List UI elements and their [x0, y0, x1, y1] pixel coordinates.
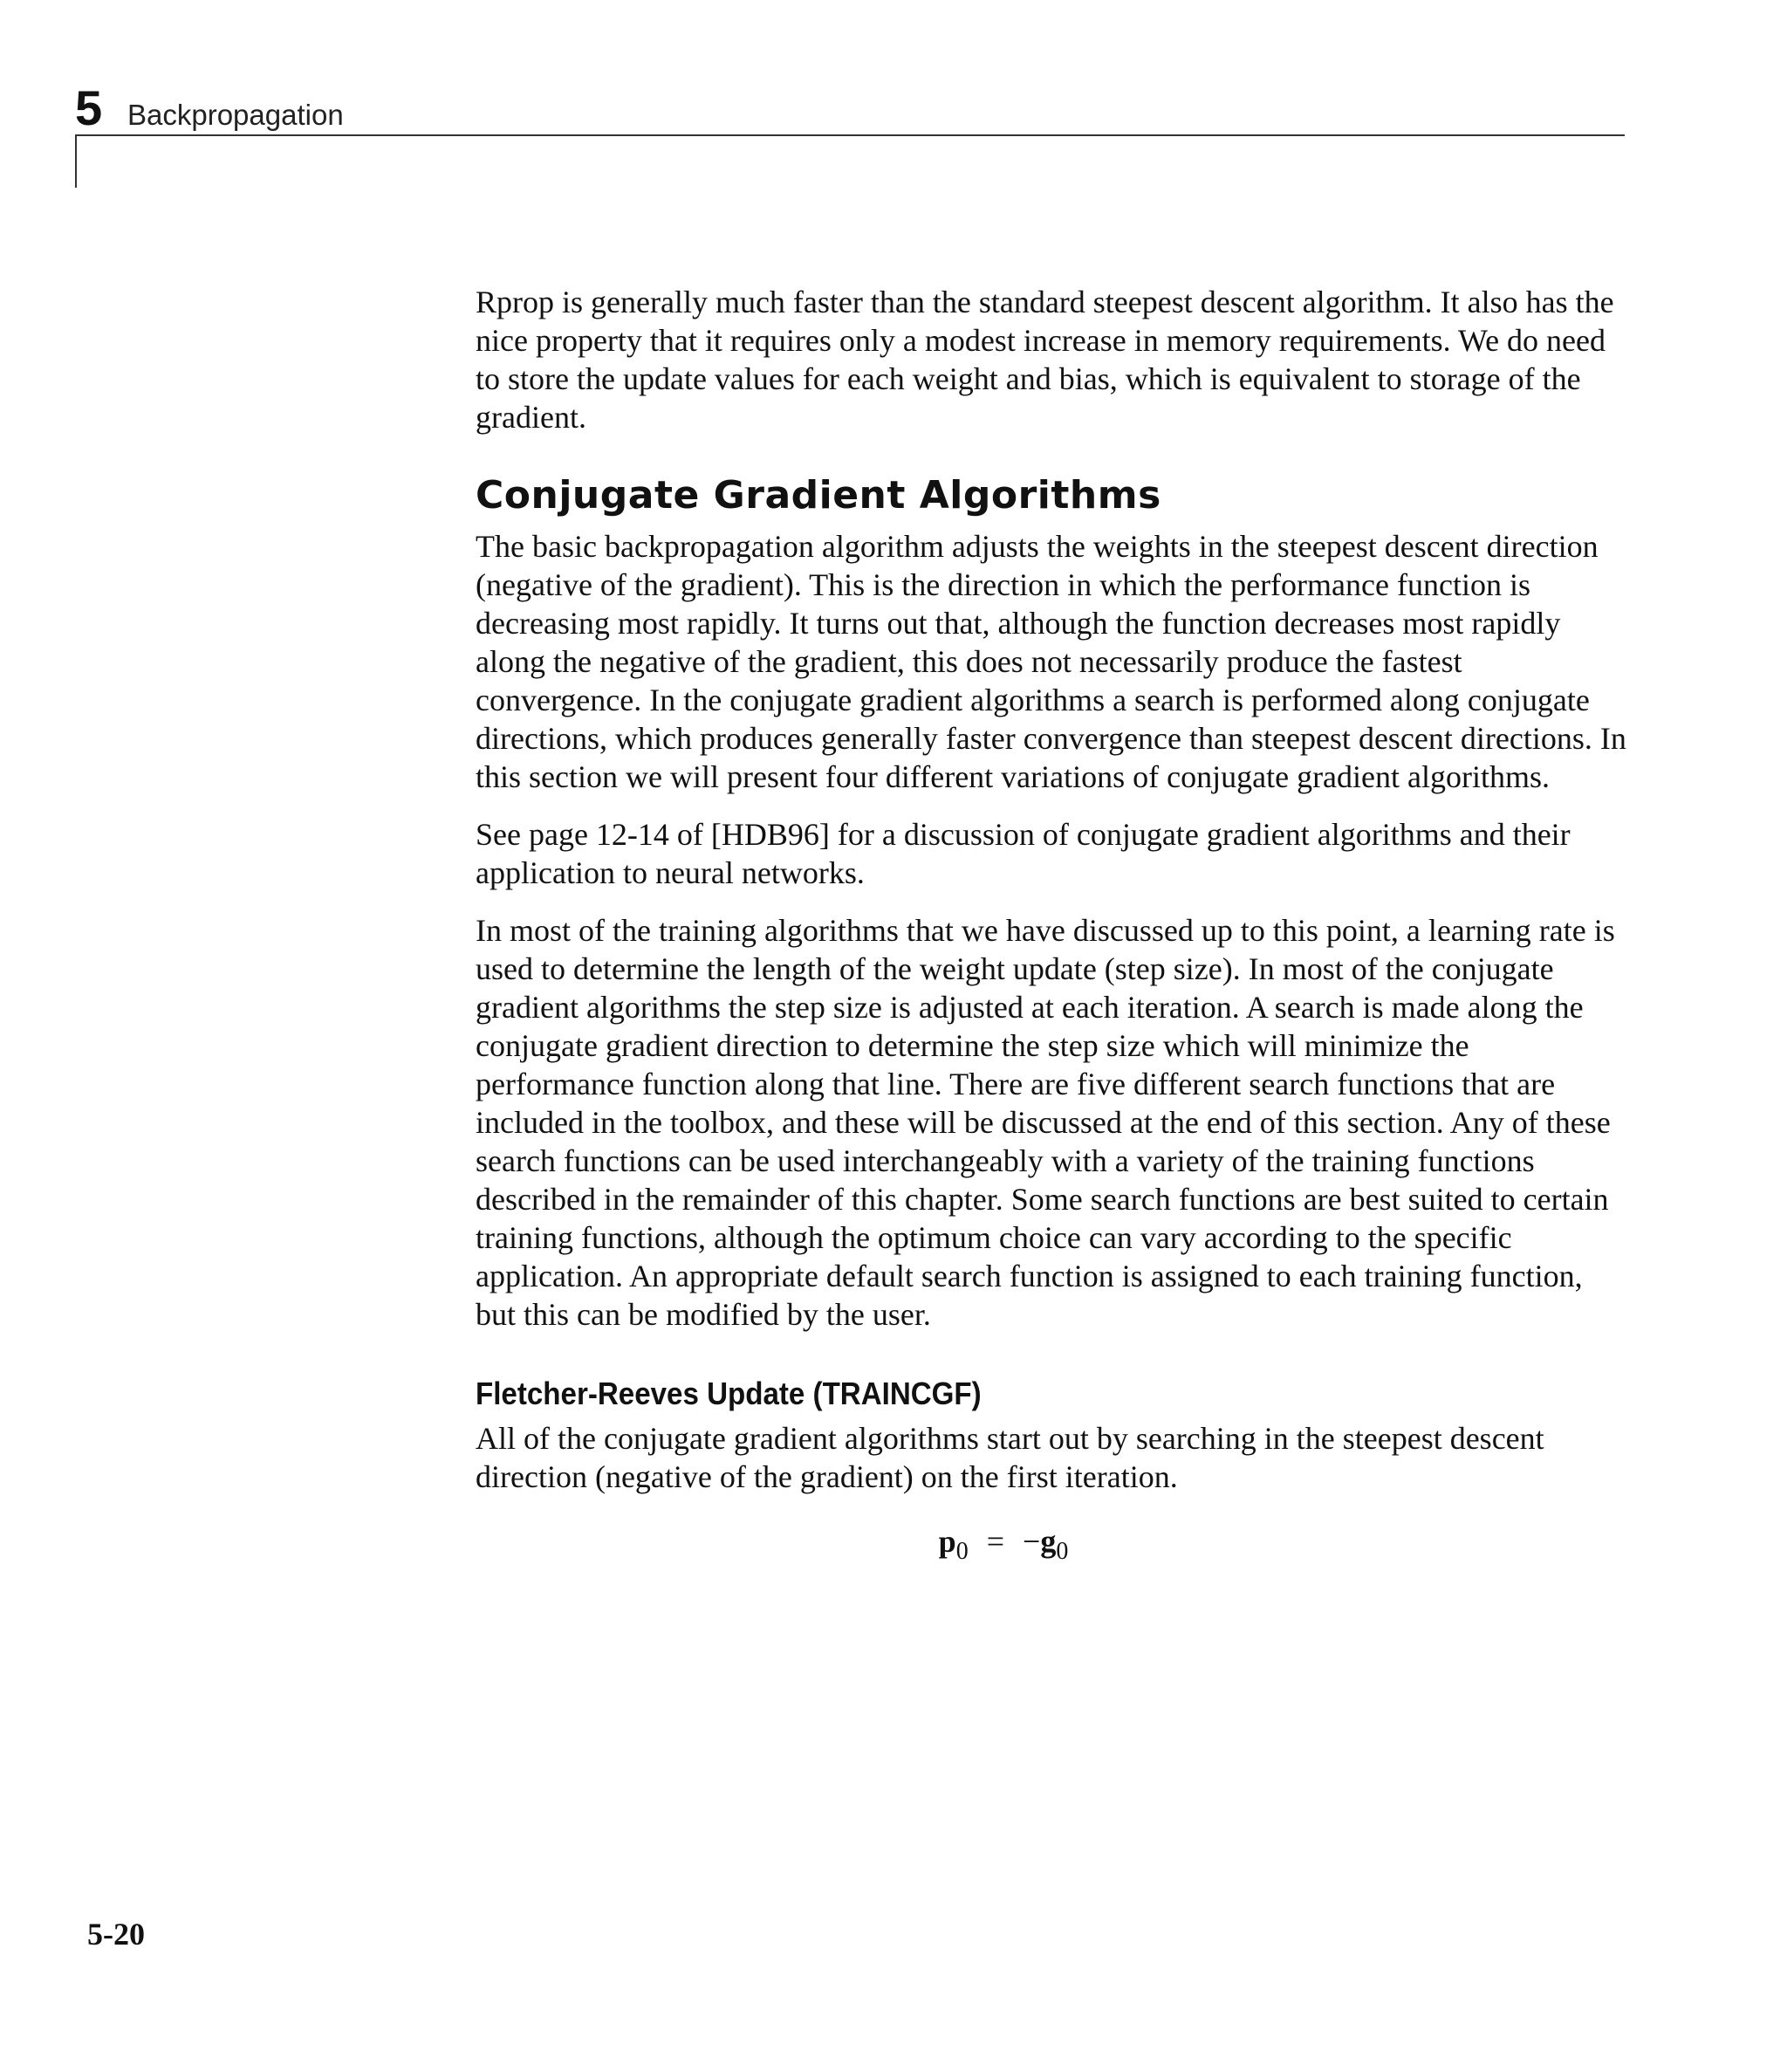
section-paragraph-2: See page 12-14 of [HDB96] for a discussion of conjugate gradient algorithms and their application to neural networks. — [476, 817, 1571, 890]
equation-rhs-subscript: 0 — [1056, 1538, 1069, 1566]
section-paragraph-3: In most of the training algorithms that we have discussed up to this point, a learning rate is used to determine the length of the weight update (step size). In most of the conjugate gradient algorithms the step size is adjusted at each iteration. A search is made along the conjugate gradient direction to determine the step size which will minimize the performance function along that line. There are five different search functions that are included in the toolbox, and these will be discussed at the end of this section. Any of these search functions can be used interchangeably with a variety of the training functions described in the remainder of this chapter. Some search functions are best suited to certain training functions, although the optimum choice can vary according to the specific application. An appropriate default search function is assigned to each training function, but this can be modified by the user. — [476, 913, 1615, 1332]
intro-paragraph: Rprop is generally much faster than the standard steepest descent algorithm. It also has the nice property that it requires only a modest increase in memory requirements. We do need to store the update values for each weight and bias, which is equivalent to storage of the gradient. — [476, 285, 1614, 435]
equation-rhs-symbol: g — [1040, 1524, 1057, 1559]
subsection-paragraph: All of the conjugate gradient algorithms start out by searching in the steepest descent direction (negative of the gradient) on the first iteration. — [476, 1421, 1544, 1494]
section-heading: Conjugate Gradient Algorithms — [476, 473, 1161, 518]
chapter-number: 5 — [75, 80, 103, 135]
subsection-heading: Fletcher-Reeves Update (TRAINCGF) — [476, 1376, 982, 1411]
main-content — [476, 283, 1627, 1571]
equation-rhs-sign: − — [1023, 1524, 1041, 1559]
chapter-title: Backpropagation — [127, 99, 344, 131]
equation-operator: = — [986, 1524, 1005, 1559]
section-paragraph-1: The basic backpropagation algorithm adjusts the weights in the steepest descent direction (negative of the gradient). This is the direction in which the performance function is decreasing most rapidly. It turns out that, although the function decreases most rapidly along the negative of the gradient, this does not necessarily produce the fastest convergence. In the conjugate gradient algorithms a search is performed along conjugate directions, which produces generally faster convergence than steepest descent directions. In this section we will present four different variations of conjugate gradient algorithms. — [476, 529, 1626, 794]
header-tick-mark — [75, 135, 77, 188]
page-number: 5-20 — [87, 1917, 145, 1952]
header-rule — [75, 134, 1625, 136]
equation-lhs-subscript: 0 — [955, 1538, 969, 1566]
equation-lhs-symbol: p — [938, 1524, 956, 1559]
equation — [476, 1522, 1627, 1571]
